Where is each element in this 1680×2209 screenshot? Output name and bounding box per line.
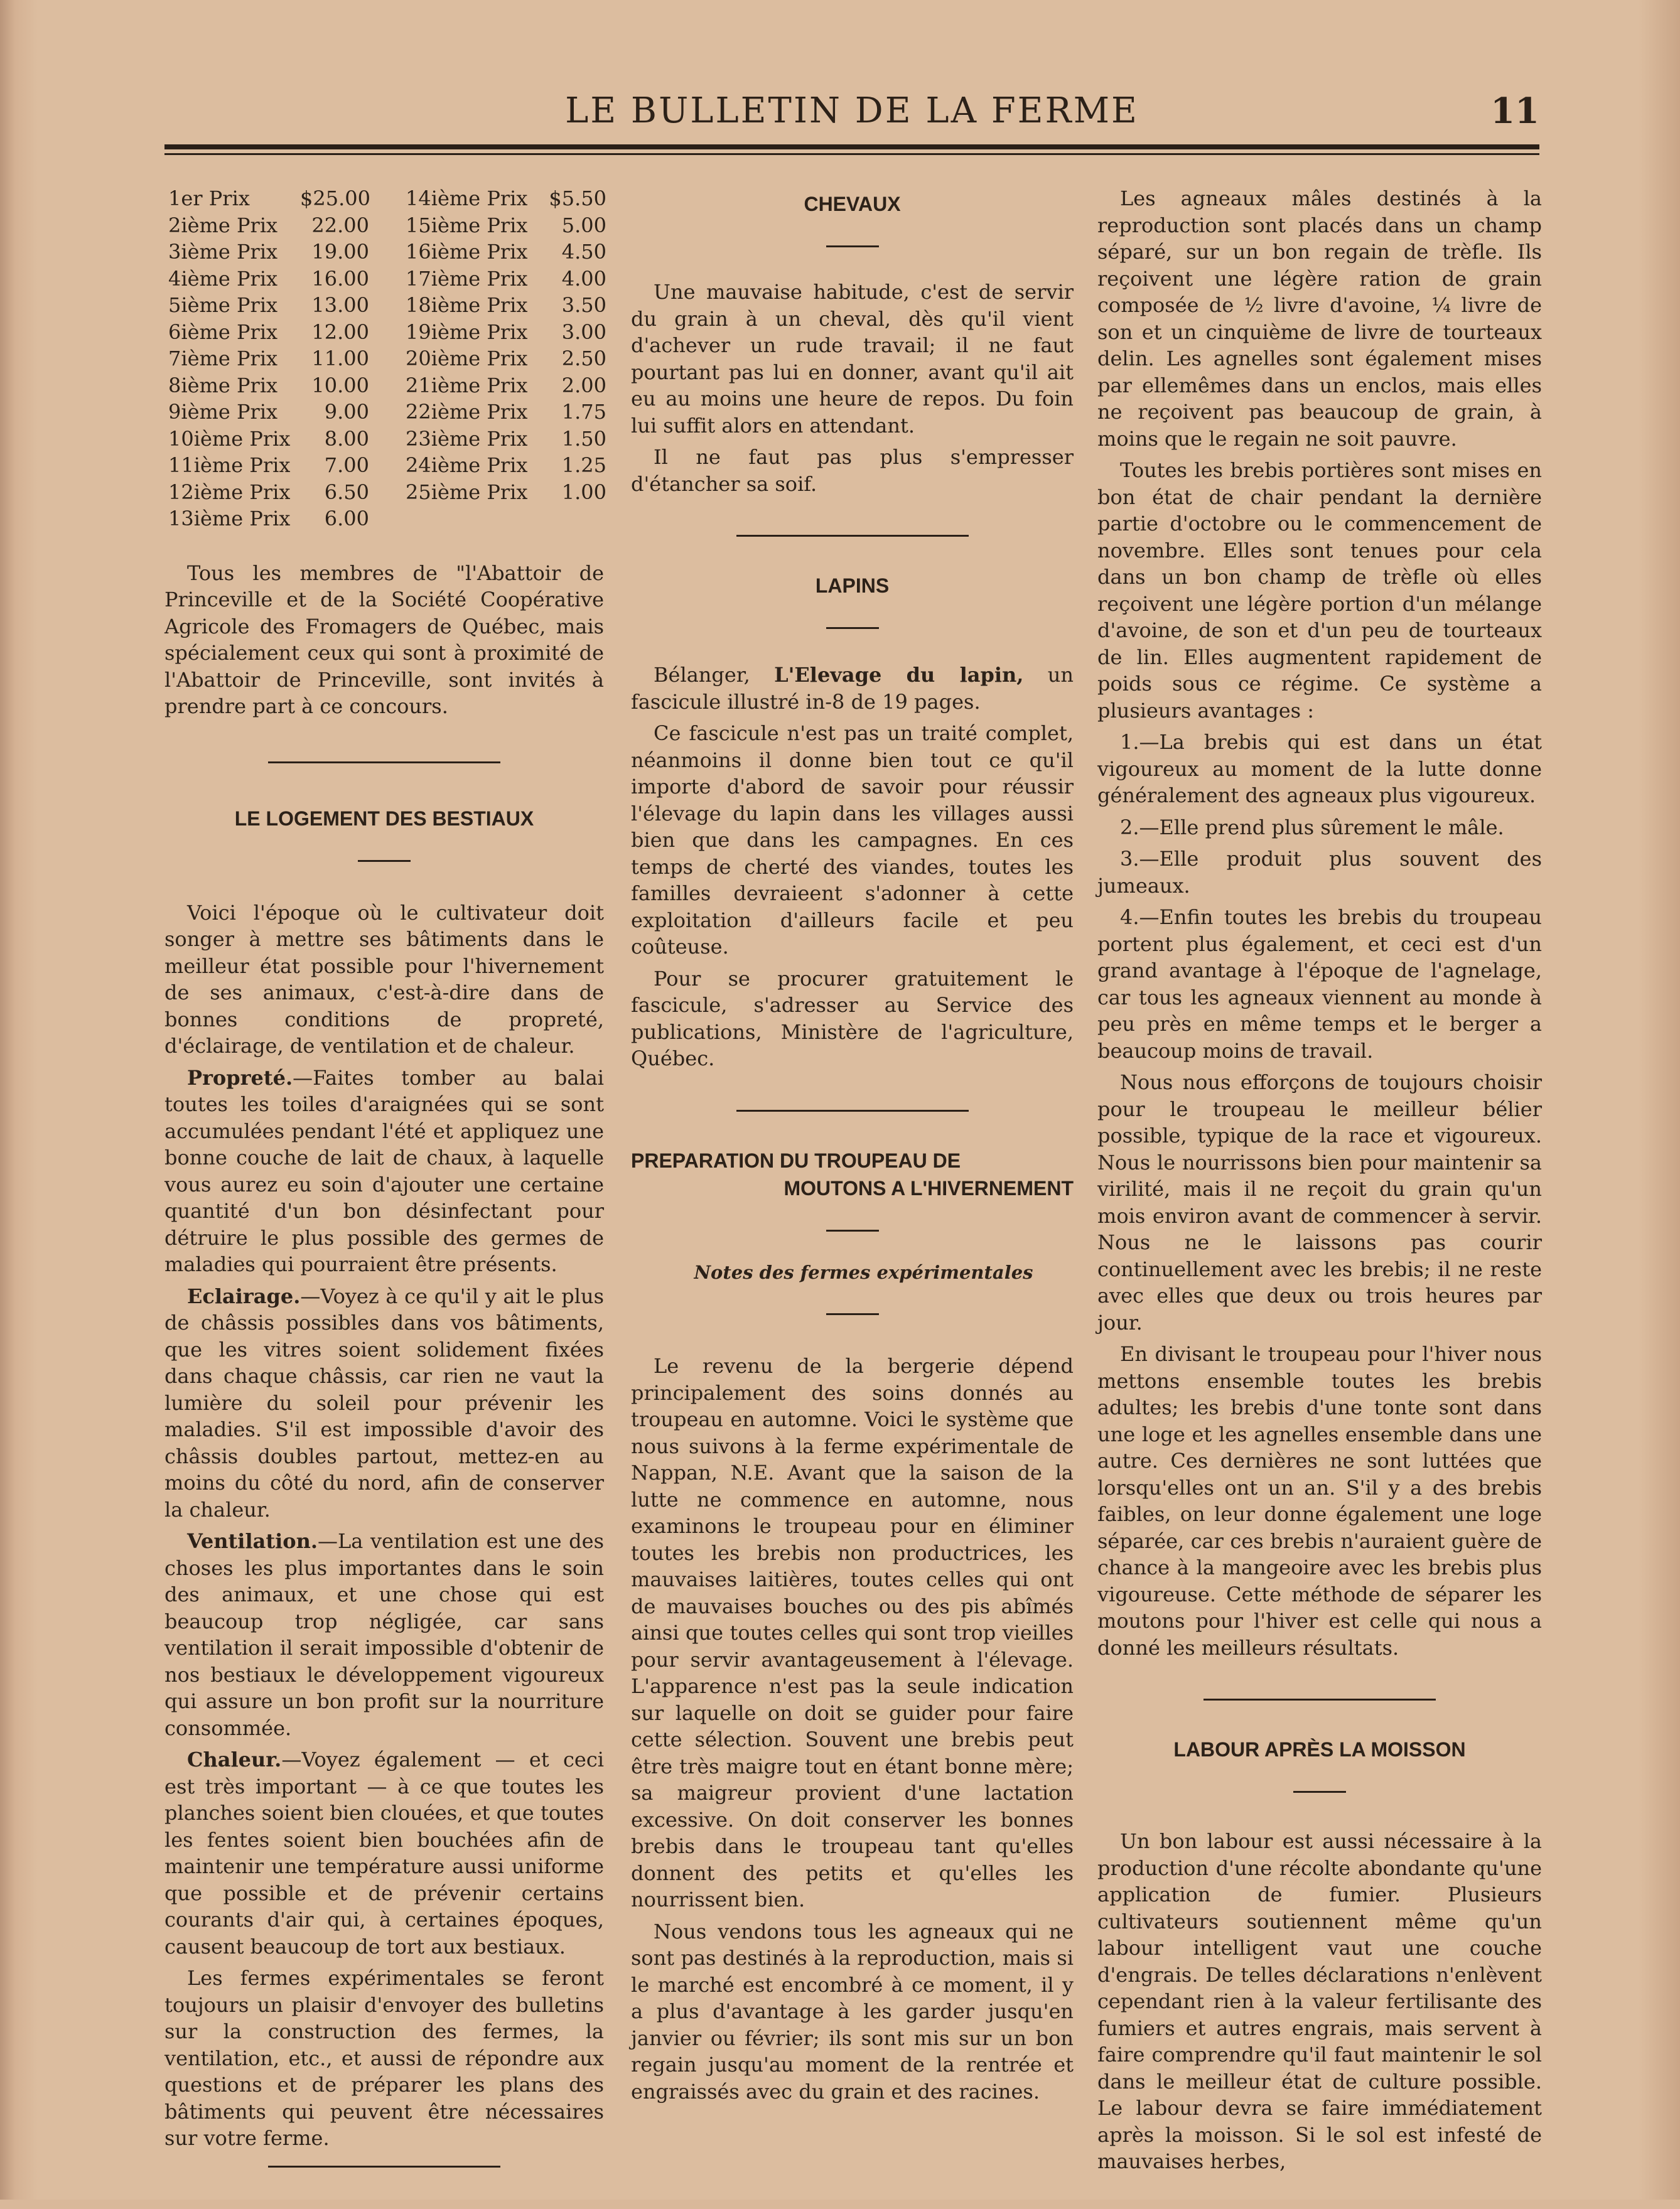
lead-ventilation: Ventilation. [187, 1529, 318, 1553]
prize-row [406, 479, 606, 506]
prize-row [168, 239, 369, 266]
prize-amount: $5.50 [549, 186, 606, 210]
section-heading-lapins: LAPINS [815, 574, 890, 597]
publication-title: LE BULLETIN DE LA FERME [565, 90, 1139, 131]
prize-rank: 20ième Prix [406, 347, 528, 370]
prize-row [406, 345, 606, 372]
prize-rank: 6ième Prix [168, 320, 278, 344]
prize-row [168, 426, 369, 453]
prize-list-right [369, 185, 606, 532]
prize-amount: 7.00 [324, 453, 369, 477]
prize-amount: 2.00 [561, 373, 606, 397]
prize-amount: 13.00 [311, 293, 369, 317]
prize-amount: 4.50 [561, 240, 606, 264]
prize-rank: 11ième Prix [168, 453, 291, 477]
prize-row [406, 399, 606, 426]
lapins-book-title: L'Elevage du lapin, [774, 663, 1024, 687]
moutons-subheading: Notes des fermes expérimentales [694, 1261, 1033, 1283]
lead-eclairage: Eclairage. [187, 1284, 301, 1308]
prize-row [168, 452, 369, 479]
prize-rank: 3ième Prix [168, 240, 278, 264]
prize-rank: 21ième Prix [406, 373, 528, 397]
prize-amount: 10.00 [311, 373, 369, 397]
text-eclairage: —Voyez à ce qu'il y ait le plus de châssis possibles dans vos bâtiments, que les vitres soient solidement fixées dans chaque châssis, car rien ne vaut la lumière du soleil pour prévenir les maladies. S'il est impossible d'avoir des châssis doubles partout, mettez-en au moins du côté du nord, afin de conserver la chaleur. [164, 1284, 604, 1522]
prize-row [406, 239, 606, 266]
prize-row [168, 345, 369, 372]
prize-row [406, 185, 606, 212]
heading-rule [826, 245, 879, 247]
prize-amount: 1.25 [561, 453, 606, 477]
prize-rank: 4ième Prix [168, 266, 278, 291]
prize-rank: 15ième Prix [406, 213, 528, 237]
lead-proprete: Propreté. [187, 1065, 293, 1090]
prize-amount: 12.00 [311, 320, 369, 344]
column-1 [164, 185, 604, 2209]
prize-row [406, 452, 606, 479]
section-divider [736, 1110, 969, 1112]
column-2 [631, 185, 1074, 2110]
prize-amount: 5.00 [561, 213, 606, 237]
prize-row [168, 319, 369, 346]
prize-row [168, 505, 369, 532]
chevaux-p1: Une mauvaise habitude, c'est de servir du grain à un cheval, dès qu'il vient d'achever un rude travail; il ne faut pourtant pas lui en donner, avant qu'il ait eu au moins une heure de repos. Du foin lui suffit alors en attendant. [631, 280, 1074, 438]
prize-row [168, 479, 369, 506]
moutons-p2: Nous vendons tous les agneaux qui ne sont pas destinés à la reproduction, mais si le marché est encombré à ce moment, il y a plus d'avantage à les garder jusqu'en janvier ou février; ils sont mis sur un bon regain jusqu'au moment de la rentrée et engraissés avec du grain et des racines. [631, 1919, 1074, 2104]
page-number: 11 [1490, 90, 1539, 132]
prize-amount: 4.00 [561, 266, 606, 291]
prize-rank: 2ième Prix [168, 213, 278, 237]
prize-amount: 16.00 [311, 266, 369, 291]
chevaux-p2: Il ne faut pas plus s'empresser d'étancher sa soif. [631, 445, 1074, 496]
prize-row [406, 319, 606, 346]
prize-rank: 14ième Prix [406, 186, 528, 210]
prize-rank: 17ième Prix [406, 266, 528, 291]
logement-eclairage [164, 1283, 604, 1524]
section-heading-moutons-1: PREPARATION DU TROUPEAU DE [631, 1149, 961, 1172]
prize-rank: 13ième Prix [168, 507, 291, 530]
header-rule-thin [164, 153, 1539, 155]
prize-rank: 18ième Prix [406, 293, 528, 317]
prize-rank: 25ième Prix [406, 480, 528, 504]
section-heading-chevaux: CHEVAUX [804, 193, 901, 215]
moutons-advantage-2: 2.—Elle prend plus sûrement le mâle. [1120, 815, 1504, 839]
lapins-p2: Ce fascicule n'est pas un traité complet, néanmoins il donne bien tout ce qu'il importe d'abord de savoir pour réussir l'élevage du lapin dans les villages aussi bien que dans les campagnes. En ces temps de cherté des viandes, toutes les familles devraieent s'adonner à cette exploitation d'ailleurs facile et peu coûteuse. [631, 721, 1074, 959]
prize-amount: 1.75 [561, 400, 606, 424]
column-3 [1097, 185, 1542, 2180]
heading-rule [358, 860, 411, 862]
section-divider [268, 761, 500, 763]
moutons-p1: Le revenu de la bergerie dépend principalement des soins donnés au troupeau en automne. Voici le système que nous suivons à la ferme expérimentale de Nappan, N.E. Avant que la saison de la lutte ne commence en automne, nous examinons le troupeau pour en éliminer toutes les brebis non productrices, les mauvaises laitières, toutes celles qui ont de mauvaises bouches ou des pis abîmés ainsi que toutes celles qui sont trop vieilles pour servir avantageusement à l'élevage. L'apparence n'est pas la seule indication sur laquelle on doit se guider pour faire cette sélection. Souvent une brebis peut être très maigre tout en étant bonne mère; sa maigreur provient d'une lactation excessive. On doit conserver les bonnes brebis dans le troupeau tant qu'elles donnent des petits et qu'elles les nourrissent bien. [631, 1354, 1074, 1911]
text-chaleur: —Voyez également — et ceci est très important — à ce que toutes les planches soient bien clouées, et que toutes les fentes soient bien bouchées afin de maintenir une température aussi uniforme que possible et de prévenir certains courants d'air qui, à certaines époques, causent beaucoup de tort aux bestiaux. [164, 1748, 604, 1959]
prize-list [164, 185, 604, 532]
prize-rank: 23ième Prix [406, 426, 528, 451]
prize-amount: 6.00 [324, 507, 369, 530]
prize-rank: 16ième Prix [406, 240, 528, 264]
prize-amount: 1.00 [561, 480, 606, 504]
moutons-advantage-4: 4.—Enfin toutes les brebis du troupeau portent plus également, et ceci est d'un grand avantage à l'époque de l'agnelage, car tous les agneaux viennent au monde à peu près en même temps et le berger a beaucoup moins de travail. [1097, 905, 1542, 1063]
prize-list-left [164, 185, 369, 532]
labour-p1: Un bon labour est aussi nécessaire à la production d'une récolte abondante qu'une application de fumier. Plusieurs cultivateurs soutiennent même qu'un labour intelligent vaut une couche d'engrais. De telles déclarations n'enlèvent cependant rien à la valeur fertilisante des fumiers et autres engrais, mais servent à faire comprendre qu'il faut maintenir le sol dans le meilleur état de culture possible. Le labour devra se faire immédiatement après la moisson. Si le sol est infesté de mauvaises herbes, [1097, 1829, 1542, 2173]
prize-rank: 19ième Prix [406, 320, 528, 344]
prize-amount: 3.00 [561, 320, 606, 344]
prize-rank: 22ième Prix [406, 400, 528, 424]
prize-rank: 5ième Prix [168, 293, 278, 317]
moutons-p5: Nous nous efforçons de toujours choisir pour le troupeau le meilleur bélier possible, typique de la race et vigoureux. Nous le nourrissons bien pour maintenir sa virilité, mais il ne reçoit du grain qu'un mois environ avant de commencer à servir. Nous ne le laissons pas courir continuellement avec les brebis; il ne reste avec elles que deux ou trois heures par jour. [1097, 1070, 1542, 1335]
moutons-p6: En divisant le troupeau pour l'hiver nous mettons ensemble toutes les brebis adultes; les brebis d'une tonte sont dans une loge et les agnelles ensemble dans une autre. Ces dernières ne sont luttées que lorsqu'elles ont un an. S'il y a des brebis faibles, on leur donne également une loge séparée, car ces brebis n'auraient guère de chance à la mangeoire avec les brebis plus vigoureuse. Cette méthode de séparer les moutons pour l'hiver est celle qui nous a donné les meilleurs résultats. [1097, 1342, 1542, 1660]
prize-rank: 24ième Prix [406, 453, 528, 477]
prize-amount: 9.00 [324, 400, 369, 424]
prize-rank: 1er Prix [168, 186, 250, 210]
page-header [164, 88, 1539, 138]
prize-amount: $25.00 [300, 186, 370, 210]
text-ventilation: —La ventilation est une des choses les plus importantes dans le soin des animaux, et une chose qui est beaucoup trop négligée, car sans ventilation il serait impossible d'obtenir de nos bestiaux le développement vigoureux qui assure un bon profit sur la nourriture consommée. [164, 1529, 604, 1740]
logement-ventilation [164, 1528, 604, 1741]
section-heading-moutons-2: MOUTONS A L'HIVERNEMENT [783, 1176, 1074, 1200]
heading-rule [826, 1313, 879, 1315]
prize-row [168, 292, 369, 319]
moutons-advantage-1: 1.—La brebis qui est dans un état vigoureux au moment de la lutte donne généralement des agneaux plus vigoureux. [1097, 730, 1542, 807]
prize-rank: 9ième Prix [168, 400, 278, 424]
section-heading-logement: LE LOGEMENT DES BESTIAUX [234, 807, 534, 830]
section-heading-labour: LABOUR APRÈS LA MOISSON [1173, 1738, 1466, 1761]
lapins-p1 [631, 662, 1074, 715]
prize-row [168, 212, 369, 239]
section-divider [736, 535, 969, 537]
prize-row [168, 399, 369, 426]
logement-proprete [164, 1065, 604, 1278]
lapins-book-desc: un fascicule illustré in-8 de 19 pages. [631, 663, 1074, 714]
prize-row [406, 212, 606, 239]
prize-row [406, 426, 606, 453]
prize-row [406, 266, 606, 293]
prize-row [406, 372, 606, 399]
prize-rank: 7ième Prix [168, 347, 278, 370]
section-divider [268, 2166, 500, 2168]
logement-intro: Voici l'époque où le cultivateur doit songer à mettre ses bâtiments dans le meilleur état possible pour l'hivernement de ses animaux, c'est-à-dire dans de bonnes conditions de propreté, d'éclairage, de ventilation et de chaleur. [164, 900, 604, 1058]
prize-amount: 2.50 [561, 347, 606, 370]
prize-amount: 3.50 [561, 293, 606, 317]
lapins-p3: Pour se procurer gratuitement le fascicule, s'adresser au Service des publications, Ministère de l'agriculture, Québec. [631, 966, 1074, 1070]
logement-closing: Les fermes expérimentales se feront toujours un plaisir d'envoyer des bulletins sur la construction des fermes, la ventilation, etc., et aussi de répondre aux questions et de préparer les plans des bâtiments qui peuvent être nécessaires sur votre ferme. [164, 1966, 604, 2150]
prize-rank: 10ième Prix [168, 426, 291, 451]
contest-invitation: Tous les membres de "l'Abattoir de Princeville et de la Société Coopérative Agricole des Fromagers de Québec, mais spécialement ceux qui sont à proximité de l'Abattoir de Princeville, sont invités à prendre part à ce concours. [164, 561, 604, 718]
lapins-author: Bélanger, [654, 663, 775, 687]
moutons-advantage-3: 3.—Elle produit plus souvent des jumeaux. [1097, 847, 1542, 898]
prize-rank: 12ième Prix [168, 480, 291, 504]
text-proprete: —Faites tomber au balai toutes les toiles d'araignées qui se sont accumulées pendant l'été et appliquez une bonne couche de lait de chaux, à laquelle vous aurez eu soin d'ajouter une certaine quantité d'un bon désinfectant pour détruire le plus possible des germes de maladies qui pourraient être présents. [164, 1065, 604, 1276]
heading-rule [1293, 1791, 1346, 1793]
moutons-p3: Les agneaux mâles destinés à la reproduction sont placés dans un champ séparé, sur un bon regain de trèfle. Ils reçoivent une légère ration de grain composée de ½ livre d'avoine, ¼ livre de son et un cinquième de livre de tourteaux delin. Les agnelles sont également mises par ellemêmes dans un enclos, mais elles ne reçoivent pas beaucoup de grain, à moins que le regain ne soit pauvre. [1097, 186, 1542, 451]
prize-amount: 8.00 [324, 426, 369, 451]
lead-chaleur: Chaleur. [187, 1748, 282, 1771]
prize-amount: 11.00 [311, 347, 369, 370]
prize-row [406, 292, 606, 319]
section-divider [1203, 1699, 1436, 1701]
moutons-p4: Toutes les brebis portières sont mises en bon état de chair pendant la dernière partie d'octobre ou le commencement de novembre. Elles sont tenues pour cela dans un bon champ de trèfle où elles reçoivent une légère portion d'un mélange d'avoine, de son et d'un peu de tourteaux de lin. Elles augmentent rapidement de poids sous ce régime. Ce système a plusieurs avantages : [1097, 458, 1542, 723]
logement-chaleur [164, 1746, 604, 1960]
prize-amount: 22.00 [311, 213, 369, 237]
heading-rule [826, 627, 879, 629]
prize-rank: 8ième Prix [168, 373, 278, 397]
prize-amount: 19.00 [311, 240, 369, 264]
header-rule-thick [164, 144, 1539, 149]
prize-amount: 1.50 [561, 426, 606, 451]
heading-rule [826, 1230, 879, 1232]
prize-amount: 6.50 [324, 480, 369, 504]
prize-row [168, 185, 369, 212]
prize-row [168, 266, 369, 293]
prize-row [168, 372, 369, 399]
